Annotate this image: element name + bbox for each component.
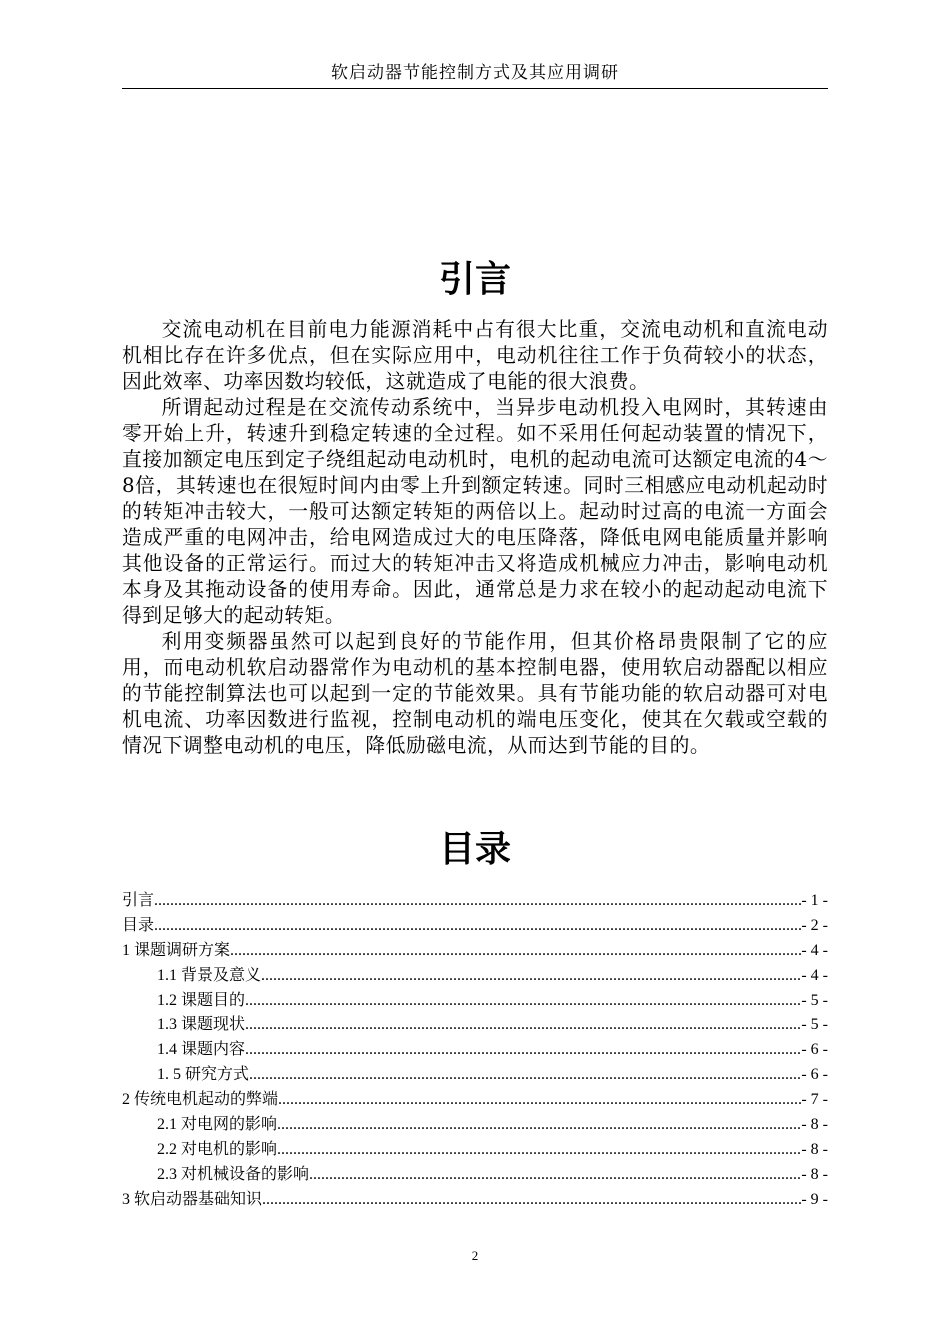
toc-entry-page: - 6 - [801,1066,828,1084]
toc-entry-page: - 8 - [801,1116,828,1134]
toc-entry-label: 3 软启动器基础知识 [122,1190,263,1208]
toc-entry[interactable] [122,989,828,1014]
toc-entry[interactable] [122,1188,828,1213]
toc-entry-label: 2.1 对电网的影响 [157,1116,278,1134]
toc-entry-label: 2.3 对机械设备的影响 [157,1165,310,1183]
toc-entry[interactable] [122,1038,828,1063]
intro-heading: 引言 [438,259,511,300]
running-header: 软启动器节能控制方式及其应用调研 [122,62,828,89]
toc-entry-page: - 2 - [801,916,828,934]
toc-entry-page: - 4 - [801,966,828,984]
toc-entry-page: - 4 - [801,941,828,959]
table-of-contents [122,889,828,1213]
page-number: 2 [471,1248,479,1263]
toc-leader-dots [245,1038,801,1063]
toc-leader-dots [154,889,801,914]
toc-entry[interactable] [122,1113,828,1138]
toc-leader-dots [277,1113,801,1138]
toc-leader-dots [249,1063,801,1088]
toc-entry[interactable] [122,1063,828,1088]
toc-entry[interactable] [122,889,828,914]
toc-entry-label: 1.4 课题内容 [157,1041,246,1059]
toc-entry-page: - 7 - [801,1091,828,1109]
toc-entry-page: - 9 - [801,1190,828,1208]
toc-heading: 目录 [438,829,511,870]
toc-leader-dots [230,939,801,964]
toc-entry-label: 目录 [122,916,155,934]
toc-leader-dots [245,1013,801,1038]
toc-entry[interactable] [122,1163,828,1188]
toc-entry-page: - 5 - [801,1016,828,1034]
toc-leader-dots [245,989,801,1014]
toc-entry[interactable] [122,1088,828,1113]
toc-entry-label: 1.1 背景及意义 [157,966,262,984]
toc-leader-dots [261,964,801,989]
toc-leader-dots [277,1138,801,1163]
toc-entry[interactable] [122,939,828,964]
toc-entry-label: 引言 [122,892,155,909]
toc-leader-dots [262,1188,801,1213]
toc-entry[interactable] [122,914,828,939]
toc-entry-label: 2 传统电机起动的弊端 [122,1091,279,1109]
toc-entry-label: 1 课题调研方案 [122,941,231,959]
toc-entry-label: 2.2 对电机的影响 [157,1140,278,1158]
intro-paragraph-2: 所谓起动过程是在交流传动系统中，当异步电动机投入电网时，其转速由零开始上升，转速升到稳定转速的全过程。如不采用任何起动装置的情况下，直接加额定电压到定子绕组起动电动机时，电机的起动电流可达额定电流的4～8倍，其转速也在很短时间内由零上升到额定转速。同时三相感应电动机起动时的转矩冲击较大，一般可达额定转矩的两倍以上。起动时过高的电流一方面会造成严重的电网冲击，给电网造成过大的电压降落，降低电网电能质量并影响其他设备的正常运行。而过大的转矩冲击又将造成机械应力冲击，影响电动机本身及其拖动设备的使用寿命。因此，通常总是力求在较小的起动起动电流下得到足够大的起动转矩。 [122,396,828,627]
toc-leader-dots [278,1088,801,1113]
toc-leader-dots [309,1163,801,1188]
toc-entry-page: - 8 - [801,1165,828,1183]
intro-paragraph-3: 利用变频器虽然可以起到良好的节能作用，但其价格昂贵限制了它的应用，而电动机软启动器常作为电动机的基本控制电器，使用软启动器配以相应的节能控制算法也可以起到一定的节能效果。具有节能功能的软启动器可对电机电流、功率因数进行监视，控制电动机的端电压变化，使其在欠载或空载的情况下调整电动机的电压，降低励磁电流，从而达到节能的目的。 [122,630,828,757]
toc-leader-dots [154,914,801,939]
intro-body [122,317,828,759]
intro-paragraph-1: 交流电动机在目前电力能源消耗中占有很大比重，交流电动机和直流电动机相比存在许多优点，但在实际应用中，电动机往往工作于负荷较小的状态，因此效率、功率因数均较低，这就造成了电能的很大浪费。 [122,318,828,393]
toc-entry-label: 1.3 课题现状 [157,1016,246,1034]
toc-entry[interactable] [122,1013,828,1038]
toc-entry-label: 1.2 课题目的 [157,991,246,1009]
toc-entry-page: - 6 - [801,1041,828,1059]
toc-entry-page: - 5 - [801,991,828,1009]
toc-entry[interactable] [122,1138,828,1163]
toc-entry-page: - 1 - [801,892,828,909]
toc-entry[interactable] [122,964,828,989]
toc-entry-label: 1. 5 研究方式 [157,1066,250,1084]
toc-entry-page: - 8 - [801,1140,828,1158]
